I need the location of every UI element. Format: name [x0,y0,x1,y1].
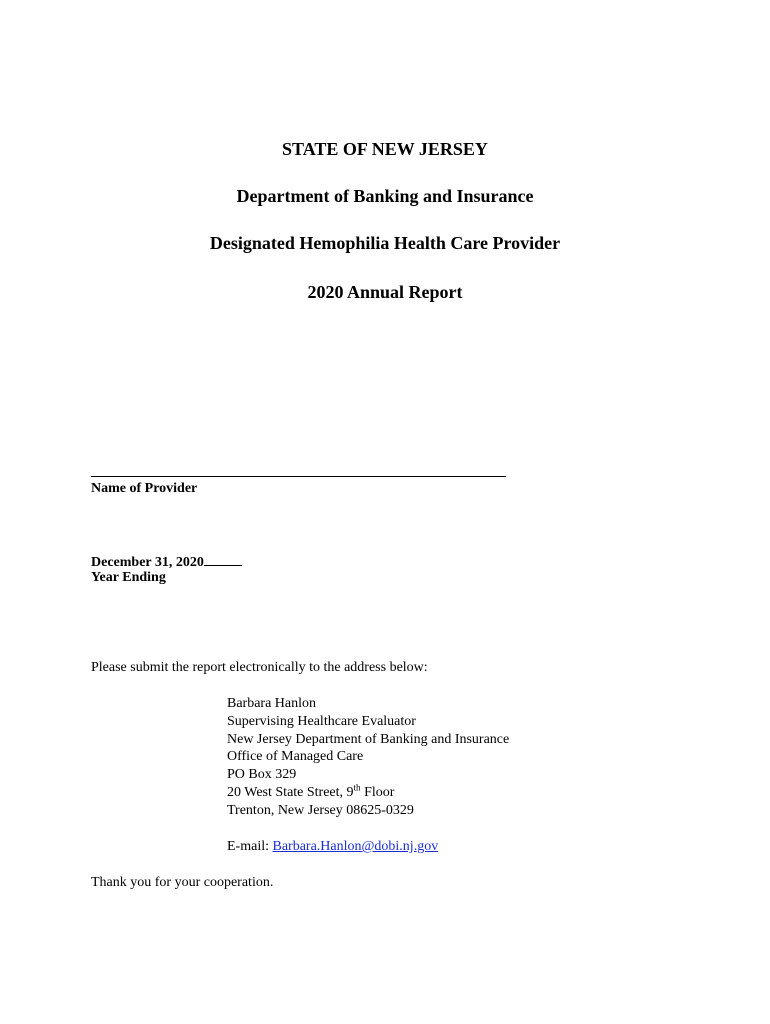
email-label: E-mail: [227,839,273,854]
contact-organization: New Jersey Department of Banking and Insurance [227,731,510,747]
street-suffix: Floor [360,784,395,800]
email-line [227,838,438,855]
contact-name: Barbara Hanlon [227,696,317,711]
mailing-address [227,695,509,820]
state-heading: STATE OF NEW JERSEY [282,139,488,159]
contact-city: Trenton, New Jersey 08625-0329 [227,802,414,818]
report-title: 2020 Annual Report [307,282,463,302]
year-ending-value: December 31, 2020 [91,555,204,570]
program-heading: Designated Hemophilia Health Care Provider [209,233,561,253]
contact-title: Supervising Healthcare Evaluator [227,713,416,729]
provider-name-line [91,476,506,477]
closing-text: Thank you for your cooperation. [91,875,274,890]
contact-street [227,784,509,802]
year-ending-blank [204,552,242,566]
email-link[interactable]: Barbara.Hanlon@dobi.nj.gov [272,839,439,854]
year-ending-label: Year Ending [91,570,166,585]
street-prefix: 20 West State Street, 9 [227,784,354,800]
department-heading: Department of Banking and Insurance [236,186,534,206]
street-superscript: th [353,782,361,793]
provider-name-label: Name of Provider [91,481,198,496]
contact-office: Office of Managed Care [227,749,364,765]
contact-po-box: PO Box 329 [227,767,297,783]
submission-instructions: Please submit the report electronically to the address below: [91,660,428,675]
